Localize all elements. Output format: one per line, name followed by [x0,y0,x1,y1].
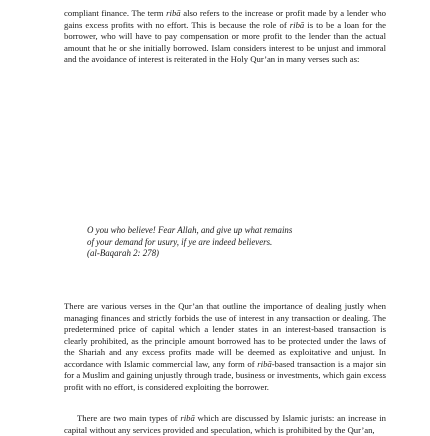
body-paragraph-1: compliant finance. The term ribā also refers to the increase or profit made by a lender who gains excess profits with no effort. This is because the role of ribā is to be a loan for the borrower, who will have to pay compensation or more profit to the lender than the actual amount that he or she initially borrowed. Islam considers interest to be unjust and immoral and the avoidance of interest is reiterated in the Holy Qur’an in many verses such as: [64,8,387,65]
body-paragraph-3: There are two main types of ribā which are discussed by Islamic jurists: an increase in capital without any services provided and speculation, which is prohibited by the Qur’an, [64,413,386,435]
body-paragraph-2: There are various verses in the Qur’an that outline the importance of dealing justly when managing finances and strictly forbids the use of interest in any transaction or dealing. The predetermined price of capital which a lender states in an interest-based transaction is clearly prohibited, as the principle amount borrowed has to be protected under the laws of the Shariah and any excess profits made will be deemed as exploitative and unjust. In accordance with Islamic commercial law, any form of ribā-based transaction is a major sin for a Muslim and gaining unjustly through trade, business or investments, which gain excess profit with no effort, is considered exploiting the borrower. [64,301,386,392]
document-page [64,0,387,435]
quote-citation: (al-Baqarah 2: 278) [87,248,159,259]
quran-quote-block [87,225,367,260]
quote-line-1: O you who believe! Fear Allah, and give up what remains [87,225,293,235]
quote-line-2: of your demand for usury, if ye are indeed believers. [87,236,273,247]
